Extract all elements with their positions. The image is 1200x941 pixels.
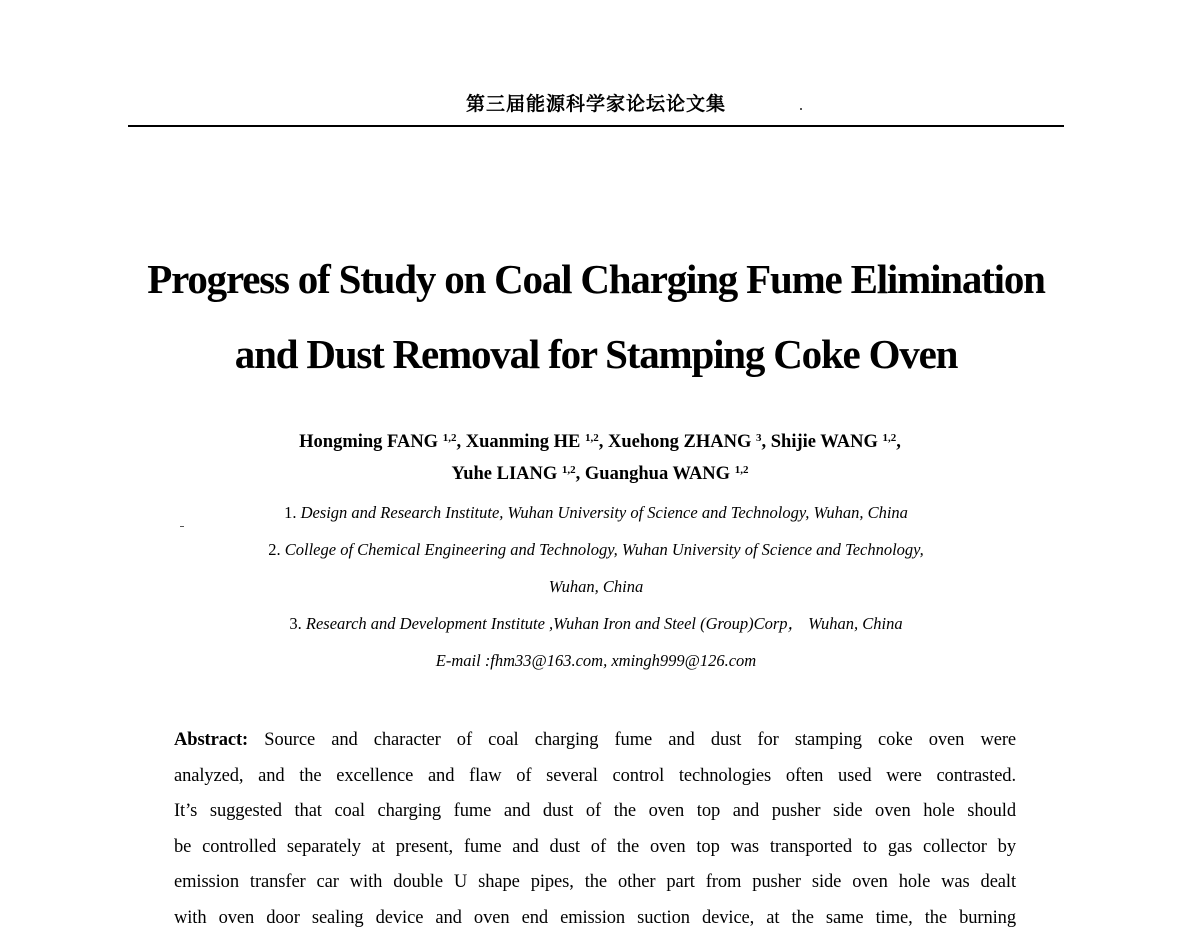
affiliation-number: 3. — [289, 614, 302, 633]
affiliation-text: Design and Research Institute, Wuhan University of Science and Technology, Wuhan, China — [300, 503, 908, 522]
abstract-line: emission transfer car with double U shape pipes, the other part from pusher side oven hole was dealt — [174, 872, 1016, 893]
scan-speck — [800, 108, 802, 110]
affiliation-text: Research and Development Institute ,Wuhan Iron and Steel (Group)Corp， Wuhan, China — [305, 614, 903, 633]
author-name: Hongming FANG — [299, 432, 439, 452]
affiliation-number: 1. — [284, 503, 297, 522]
abstract-line: be controlled separately at present, fume and dust of the oven top was transported to gas collector by — [174, 836, 1016, 857]
header-rule — [128, 125, 1064, 127]
author-name: Shijie WANG — [770, 432, 878, 452]
separator: , — [575, 464, 585, 484]
email-line — [60, 650, 1132, 672]
author-affiliation-mark: 1,2 — [882, 432, 897, 444]
author-affiliation-mark: 3 — [756, 432, 762, 444]
author-line-1 — [100, 426, 1100, 458]
abstract-line: analyzed, and the excellence and flaw of several control technologies often used were contrasted. — [174, 765, 1016, 786]
affiliation-number: 2. — [268, 540, 281, 559]
author-list — [100, 426, 1100, 490]
author-affiliation-mark: 1,2 — [584, 432, 599, 444]
abstract — [174, 723, 1016, 937]
paper-title — [40, 242, 1152, 392]
affiliation-3 — [60, 613, 1132, 635]
author-line-2 — [100, 458, 1100, 490]
email-text: E-mail :fhm33@163.com, xmingh999@126.com — [435, 651, 757, 670]
author-affiliation-mark: 1,2 — [561, 464, 576, 476]
author-name: Yuhe LIANG — [451, 464, 558, 484]
paper-title-line-1: Progress of Study on Coal Charging Fume Elimination — [147, 256, 1045, 302]
abstract-text: Source and character of coal charging fume and dust for stamping coke oven were — [264, 730, 1017, 750]
running-header: 第三届能源科学家论坛论文集 — [465, 93, 726, 115]
author-affiliation-mark: 1,2 — [734, 464, 749, 476]
abstract-line: with oven door sealing device and oven end emission suction device, at the same time, the burning — [174, 907, 1016, 928]
affiliation-text: College of Chemical Engineering and Technology, Wuhan University of Science and Technology, — [284, 540, 924, 559]
separator: , — [598, 432, 608, 452]
separator: , — [456, 432, 466, 452]
affiliation-2 — [60, 539, 1132, 561]
separator: , — [761, 432, 771, 452]
abstract-line — [174, 723, 1016, 759]
affiliation-text: Wuhan, China — [548, 577, 644, 596]
affiliation-1 — [60, 502, 1132, 524]
author-name: Guanghua WANG — [584, 464, 731, 484]
author-name: Xuanming HE — [465, 432, 581, 452]
author-name: Xuehong ZHANG — [607, 432, 752, 452]
paper-title-line-2: and Dust Removal for Stamping Coke Oven — [234, 331, 958, 377]
author-affiliation-mark: 1,2 — [442, 432, 457, 444]
scan-speck — [180, 526, 184, 527]
abstract-line: It’s suggested that coal charging fume and dust of the oven top and pusher side oven hole should — [174, 801, 1016, 822]
affiliation-2-continued — [60, 576, 1132, 598]
abstract-label: Abstract: — [174, 730, 249, 750]
separator: , — [896, 432, 901, 452]
